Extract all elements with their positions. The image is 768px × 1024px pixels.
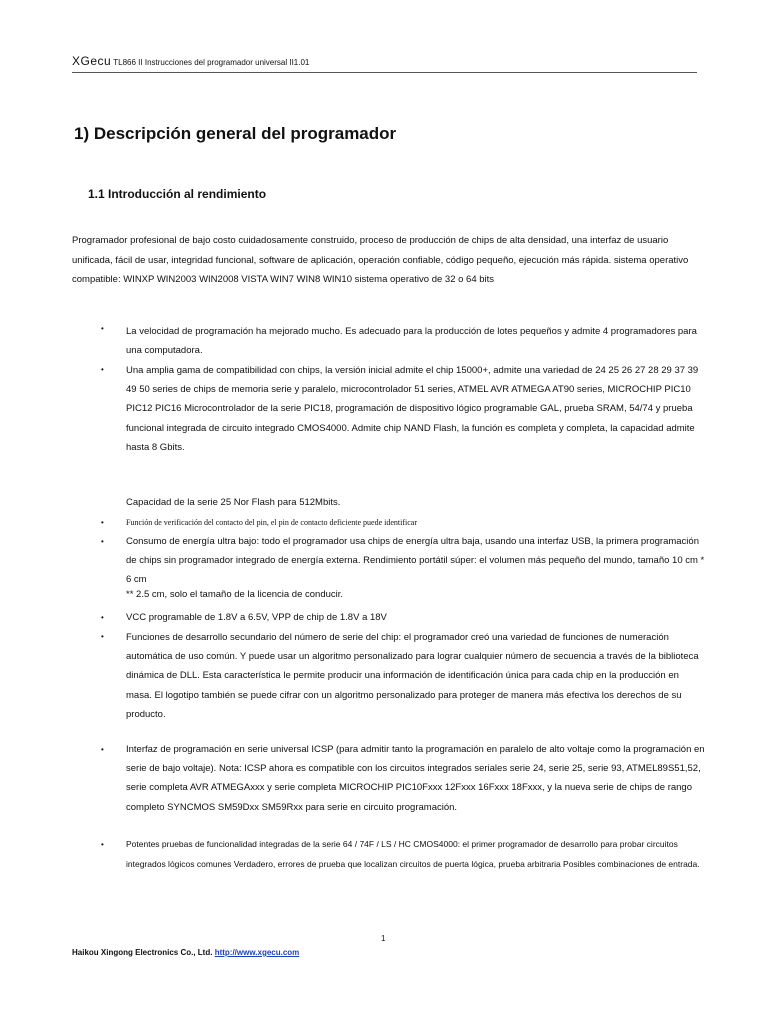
intro-paragraph: Programador profesional de bajo costo cuidadosamente construido, proceso de producción de chips de alta densidad, una interfaz de usuario unificada, fácil de usar, integridad funcional, software de aplicación, operación confiable, código pequeño, ejecución más rápida. sistema operativo compatible: WINXP WIN2003 WIN2008 VISTA WIN7 WIN8 WIN10 sistema operativo de 32 o 64 bits — [72, 235, 689, 285]
bullet-marker: • — [101, 324, 104, 333]
list-item: ** 2.5 cm, solo el tamaño de la licencia de conducir. — [126, 589, 344, 600]
header-brand: XGecu — [72, 54, 112, 68]
header-title: TL866 II Instrucciones del programador universal II1.01 — [113, 58, 310, 67]
bullet-marker: • — [101, 840, 104, 849]
list-item: La velocidad de programación ha mejorado mucho. Es adecuado para la producción de lotes pequeños y admite 4 programadores para una computadora. — [126, 326, 697, 357]
page-footer — [72, 948, 299, 957]
bullet-marker: • — [101, 632, 104, 641]
footer-company: Haikou Xingong Electronics Co., Ltd. — [72, 948, 213, 957]
list-item: Consumo de energía ultra bajo: todo el programador usa chips de energía ultra baja, usando una interfaz USB, la primera programación de chips sin programador integrado de energía externa. Rendimiento portátil súper: el volumen más pequeño del mundo, tamaño 10 cm * 6 cm — [126, 536, 705, 586]
section-heading: 1) Descripción general del programador — [74, 124, 397, 143]
footer-website-link[interactable]: http://www.xgecu.com — [214, 948, 300, 957]
list-item: Potentes pruebas de funcionalidad integradas de la serie 64 / 74F / LS / HC CMOS4000: el primer programador de desarrollo para probar circuitos integrados lógicos comunes Verdadero, errores de prueba que localizan circuitos de puerta lógica, prueba arbitraria Posibles combinaciones de entrada. — [126, 839, 700, 869]
list-item: VCC programable de 1.8V a 6.5V, VPP de chip de 1.8V a 18V — [126, 612, 387, 623]
bullet-marker: • — [101, 537, 104, 546]
list-item: Capacidad de la serie 25 Nor Flash para 512Mbits. — [126, 497, 341, 508]
list-item: Funciones de desarrollo secundario del número de serie del chip: el programador creó una variedad de funciones de numeración automática de uso común. Y puede usar un algoritmo personalizado para lograr cualquier número de secuencia a través de la biblioteca dinámica de DLL. Esta característica le permite producir una información de identificación única para cada chip en la producción en masa. El logotipo también se puede cifrar con un algoritmo personalizado para proteger de manera más efectiva los derechos de su producto. — [126, 632, 699, 720]
header-divider — [72, 72, 697, 73]
subsection-heading: 1.1 Introducción al rendimiento — [88, 187, 267, 201]
bullet-marker: • — [101, 745, 104, 754]
bullet-marker: • — [101, 518, 104, 527]
page-header — [72, 54, 702, 68]
list-item: Una amplia gama de compatibilidad con chips, la versión inicial admite el chip 15000+, admite una variedad de 24 25 26 27 28 29 37 39 49 50 series de chips de memoria serie y paralelo, microcontrolador 51 series, ATMEL AVR ATMEGA AT90 series, MICROCHIP PIC10 PIC12 PIC16 Microcontrolador de la serie PIC18, programación de dispositivo lógico programable GAL, prueba SRAM, 54/74 y prueba funcional integrada de circuito integrado CMOS4000. Admite chip NAND Flash, la función es completa y completa, la capacidad admite hasta 8 Gbits. — [126, 365, 699, 453]
list-item: Interfaz de programación en serie universal ICSP (para admitir tanto la programación en paralelo de alto voltaje como la programación en serie de bajo voltaje). Nota: ICSP ahora es compatible con los circuitos integrados seriales serie 24, serie 25, serie 93, ATMEL89S51,52, serie completa AVR ATMEGAxxx y serie completa MICROCHIP PIC10Fxxx 12Fxxx 16Fxxx 18Fxxx, y la nueva serie de chips de rango completo SYNCMOS SM59Dxx SM59Rxx para serie en circuito programación. — [126, 744, 705, 813]
bullet-marker: • — [101, 365, 104, 374]
list-item: Función de verificación del contacto del pin, el pin de contacto deficiente puede identificar — [126, 518, 417, 527]
bullet-marker: • — [101, 613, 104, 622]
page-number: 1 — [381, 934, 386, 943]
